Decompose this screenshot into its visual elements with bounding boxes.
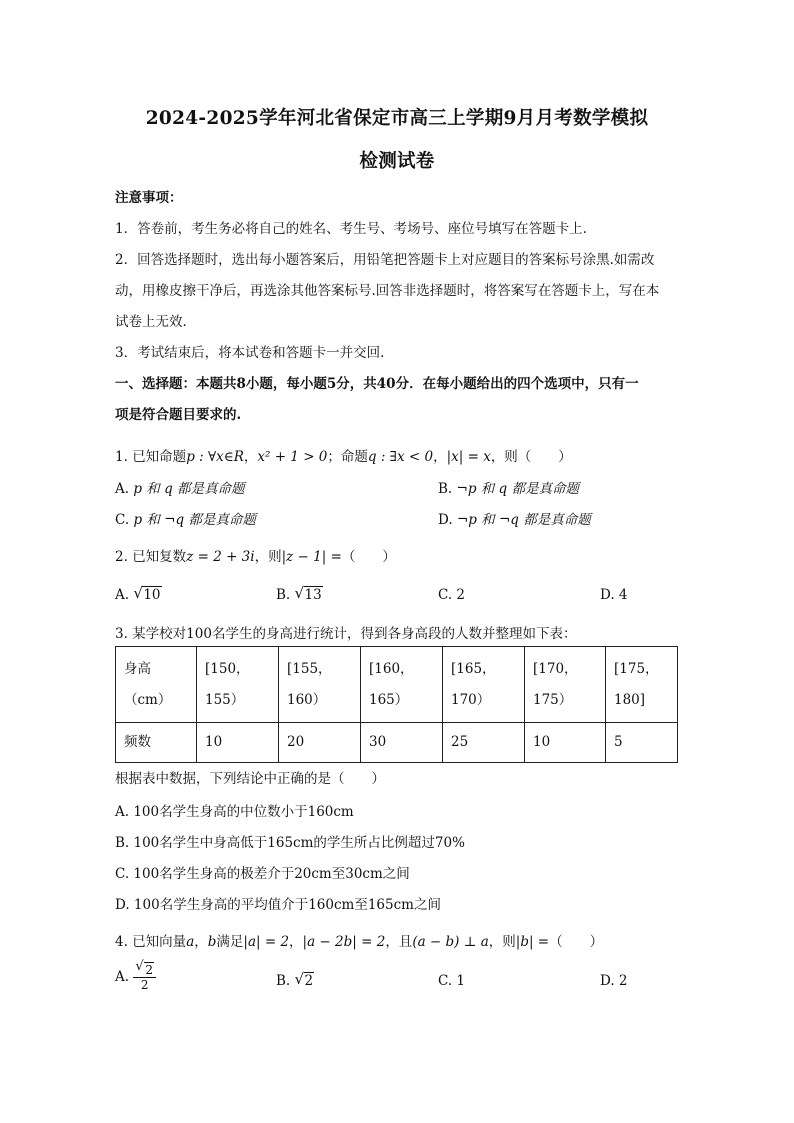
option-text: p 和 ¬q 都是真命题 <box>133 512 256 528</box>
question-3-stem: 3. 某学校对100名学生的身高进行统计，得到各身高段的人数并整理如下表： <box>115 626 577 642</box>
question-4-text-b: 满足 <box>216 934 244 950</box>
question-2-number: 2. <box>115 549 128 565</box>
interval-end: 170） <box>451 691 491 708</box>
table-cell <box>443 647 525 723</box>
question-4-option-b[interactable] <box>276 970 314 989</box>
interval-start: [150， <box>205 660 250 677</box>
exam-title-line1: 2024-2025学年河北省保定市高三上学期9月月考数学模拟 <box>145 108 649 129</box>
question-4-option-d[interactable]: D. 2 <box>600 973 628 989</box>
table-cell: 10 <box>525 723 606 763</box>
radicand: 10 <box>143 587 161 603</box>
section1-heading-line2: 项是符合题目要求的. <box>115 407 242 423</box>
question-2-text-c: （ ） <box>341 549 396 565</box>
notice-item-2-line3: 试卷上无效. <box>115 314 187 330</box>
question-1-text-a: 已知命题 <box>132 449 187 465</box>
table-row <box>116 723 678 763</box>
radicand: 2 <box>304 973 314 989</box>
vector-a: a <box>186 934 195 950</box>
question-1-sep1: ， <box>243 449 258 465</box>
height-frequency-table <box>115 646 678 763</box>
interval-end: 165） <box>369 691 409 708</box>
condition-2: |a − 2b| = 2 <box>302 934 386 950</box>
question-2-text-a: 已知复数 <box>132 549 187 565</box>
question-2-option-a[interactable] <box>115 584 162 603</box>
question-1-text-b: ；命题 <box>327 449 368 465</box>
interval-start: [170， <box>533 660 578 677</box>
option-text: ¬p 和 ¬q 都是真命题 <box>456 512 591 528</box>
radicand: 2 <box>145 963 153 977</box>
denominator: 2 <box>140 978 149 992</box>
option-text: ¬p 和 q 都是真命题 <box>456 481 579 497</box>
table-cell <box>279 647 361 723</box>
question-1-option-b[interactable] <box>438 477 579 497</box>
notice-heading: 注意事项： <box>115 190 183 206</box>
question-1-stem <box>115 445 572 465</box>
notice-item-1 <box>115 217 587 237</box>
question-1-option-c[interactable] <box>115 508 256 528</box>
table-cell: 30 <box>361 723 443 763</box>
table-header-cell <box>116 647 197 723</box>
interval-end: 155） <box>205 691 245 708</box>
table-cell <box>525 647 606 723</box>
sqrt-expression: √ 13 <box>294 584 322 603</box>
question-4-sep: ， <box>194 934 208 950</box>
height-unit: （cm） <box>124 691 172 708</box>
question-3-prompt: 根据表中数据，下列结论中正确的是（ ） <box>115 771 385 787</box>
question-3-option-b[interactable]: B. 100名学生中身高低于165cm的学生所占比例超过70% <box>115 835 465 851</box>
exam-title-line2: 检测试卷 <box>359 151 435 172</box>
table-cell: 10 <box>197 723 279 763</box>
height-header: 身高 <box>124 660 151 677</box>
option-label: B. <box>276 587 291 603</box>
option-label: A. <box>115 481 130 497</box>
option-label: A. <box>115 587 130 603</box>
interval-start: [165， <box>451 660 496 677</box>
question-2-option-d[interactable]: D. 4 <box>600 587 628 603</box>
question-2-option-c[interactable]: C. 2 <box>438 587 466 603</box>
complex-number-z: z = 2 + 3i <box>186 549 255 565</box>
question-4-text-c: ，且 <box>385 934 413 950</box>
table-cell <box>361 647 443 723</box>
option-label: B. <box>276 973 291 989</box>
question-2-text-b: ，则 <box>254 549 282 565</box>
table-row <box>116 647 678 723</box>
question-2-option-b[interactable] <box>276 584 323 603</box>
table-cell <box>606 647 678 723</box>
question-4-number: 4. <box>115 934 128 950</box>
question-4-ask: |b| = <box>515 934 550 950</box>
question-1-option-a[interactable] <box>115 477 245 497</box>
interval-start: [175， <box>614 660 659 677</box>
notice-item-2-line1: 2．回答选择题时，选出每小题答案后，用铅笔把答题卡上对应题目的答案标号涂黑.如需改 <box>115 252 655 268</box>
question-4-text-e: （ ） <box>549 934 604 950</box>
interval-start: [155， <box>287 660 332 677</box>
option-label: A. <box>115 969 130 985</box>
table-cell: 20 <box>279 723 361 763</box>
question-4-option-a[interactable] <box>115 959 156 992</box>
section1-heading-line1: 一、选择题：本题共8小题，每小题5分，共40分．在每小题给出的四个选项中，只有一 <box>115 376 639 392</box>
modulus-expression: |z − 1| = <box>281 549 342 565</box>
table-cell: 25 <box>443 723 525 763</box>
condition-3: (a − b) ⊥ a <box>412 934 489 950</box>
vector-b: b <box>207 934 217 950</box>
question-4-stem: 4. 已知向量a，b满足|a| = 2，|a − 2b| = 2，且(a − b) ⊥ a，则|b| =（ ） <box>115 934 604 950</box>
option-label: B. <box>438 481 453 497</box>
question-3-option-a[interactable]: A. 100名学生身高的中位数小于160cm <box>115 804 354 820</box>
interval-start: [160， <box>369 660 414 677</box>
proposition-q-condition: |x| = x <box>446 449 491 465</box>
option-label: D. <box>438 512 453 528</box>
fraction <box>133 959 156 992</box>
option-label: C. <box>115 512 130 528</box>
table-header-cell: 频数 <box>116 723 197 763</box>
table-cell: 5 <box>606 723 678 763</box>
question-3-option-c[interactable]: C. 100名学生身高的极差介于20cm至30cm之间 <box>115 866 410 882</box>
interval-end: 175） <box>533 691 573 708</box>
sqrt-expression: √ 2 <box>294 970 314 989</box>
table-cell <box>197 647 279 723</box>
option-text: p 和 q 都是真命题 <box>133 481 245 497</box>
proposition-p-condition: x² + 1 > 0 <box>257 449 328 465</box>
notice-item-2-line2: 动，用橡皮擦干净后，再选涂其他答案标号.回答非选择题时，将答案写在答题卡上，写在本 <box>115 283 660 299</box>
question-4-text-d: ，则 <box>488 934 516 950</box>
sqrt-expression: √ 10 <box>133 584 161 603</box>
question-1-sep2: ， <box>433 449 447 465</box>
interval-end: 160） <box>287 691 327 708</box>
question-1-text-c: ，则（ ） <box>490 449 572 465</box>
condition-1: |a| = 2 <box>243 934 290 950</box>
proposition-p: p : ∀x∈R <box>186 449 244 465</box>
radicand: 13 <box>304 587 322 603</box>
question-1-option-d[interactable] <box>438 508 591 528</box>
question-4-text-a: 已知向量 <box>132 934 187 950</box>
notice-item-1-text: 1．答卷前，考生务必将自己的姓名、考生号、考场号、座位号填写在答题卡上. <box>115 221 587 237</box>
question-2-stem <box>115 545 396 565</box>
proposition-q: q : ∃x < 0 <box>367 449 434 465</box>
question-3-option-d[interactable]: D. 100名学生身高的平均值介于160cm至165cm之间 <box>115 897 441 913</box>
question-4-option-c[interactable]: C. 1 <box>438 973 466 989</box>
notice-item-3: 3．考试结束后，将本试卷和答题卡一并交回. <box>115 345 385 361</box>
interval-end: 180] <box>614 691 646 708</box>
sqrt-expression: √ 2 <box>135 959 153 977</box>
question-1-number: 1. <box>115 449 128 465</box>
